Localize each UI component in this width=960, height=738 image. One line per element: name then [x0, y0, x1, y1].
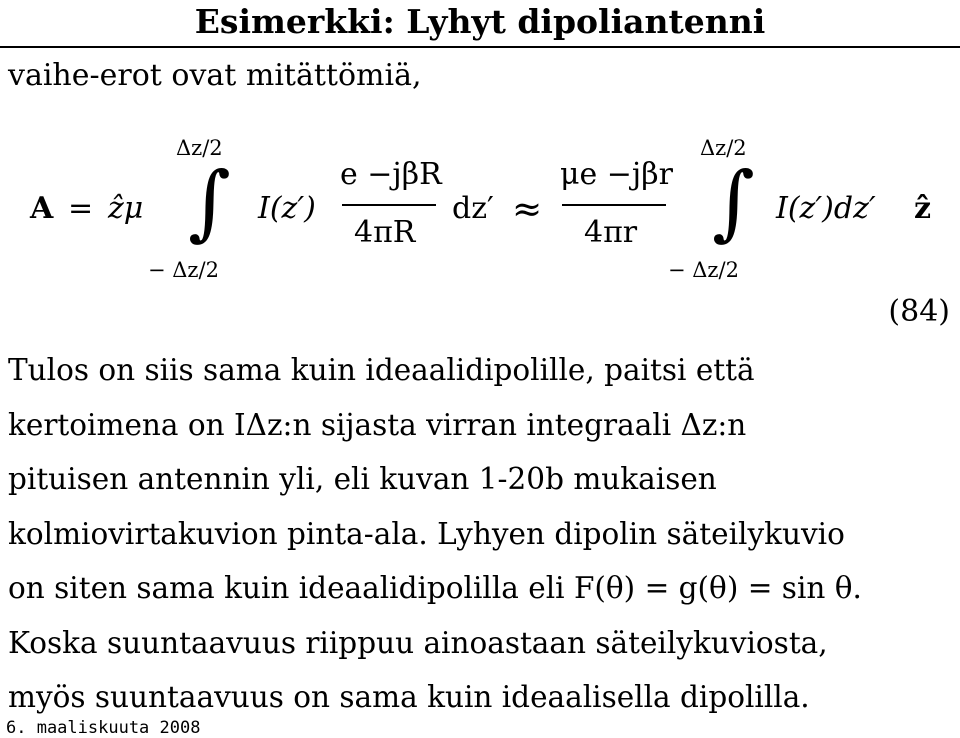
body-line: kolmiovirtakuvion pinta-ala. Lyhyen dipolin säteilykuvio: [8, 516, 845, 551]
integrand-2: I(z′)dz′: [776, 191, 876, 226]
fraction-1-bar: [342, 204, 436, 206]
body-line: Tulos on siis sama kuin ideaalidipolille, paitsi että: [8, 353, 755, 387]
integral-1-lower-limit: − Δz/2: [148, 258, 219, 282]
body-line: on siten sama kuin ideaalidipolilla eli F(θ) = g(θ) = sin θ.: [8, 571, 862, 605]
equation-84: [0, 120, 960, 300]
fraction-1-denominator: 4πR: [354, 215, 416, 250]
body-line: Koska suuntaavuus riippuu ainoastaan säteilykuviosta,: [8, 625, 828, 660]
integral-2-upper-limit: Δz/2: [700, 136, 747, 160]
differential-dz: dz′: [452, 191, 494, 226]
approx-sign: ≈: [512, 189, 543, 230]
integral-1-upper-limit: Δz/2: [176, 136, 223, 160]
current-distribution: I(z′): [258, 191, 316, 226]
fraction-1-numerator: e −jβR: [340, 157, 442, 192]
fraction-2-numerator: μe −jβr: [560, 157, 673, 192]
title-divider: [0, 46, 960, 48]
integral-2-lower-limit: − Δz/2: [668, 258, 739, 282]
fraction-2-bar: [562, 204, 666, 206]
fraction-2-denominator: 4πr: [584, 215, 638, 250]
zhat-mu: ẑμ: [108, 191, 144, 226]
integral-1-sign: ∫: [188, 155, 231, 250]
equation-number: (84): [888, 294, 950, 329]
body-line: myös suuntaavuus on sama kuin ideaalisella dipolilla.: [8, 680, 810, 714]
integral-2-sign: ∫: [712, 155, 755, 250]
slide-title: Esimerkki: Lyhyt dipoliantenni: [194, 2, 766, 41]
zhat-unit-vector: ẑ: [914, 191, 932, 226]
body-line: kertoimena on IΔz:n sijasta virran integraali Δz:n: [8, 407, 747, 442]
footer-date: 6. maaliskuuta 2008: [6, 718, 201, 738]
vector-a: A: [30, 191, 54, 226]
equals-sign: =: [68, 191, 94, 226]
body-paragraph: [8, 343, 956, 725]
intro-text: vaihe-erot ovat mitättömiä,: [8, 58, 422, 93]
body-line: pituisen antennin yli, eli kuvan 1-20b mukaisen: [8, 462, 717, 496]
